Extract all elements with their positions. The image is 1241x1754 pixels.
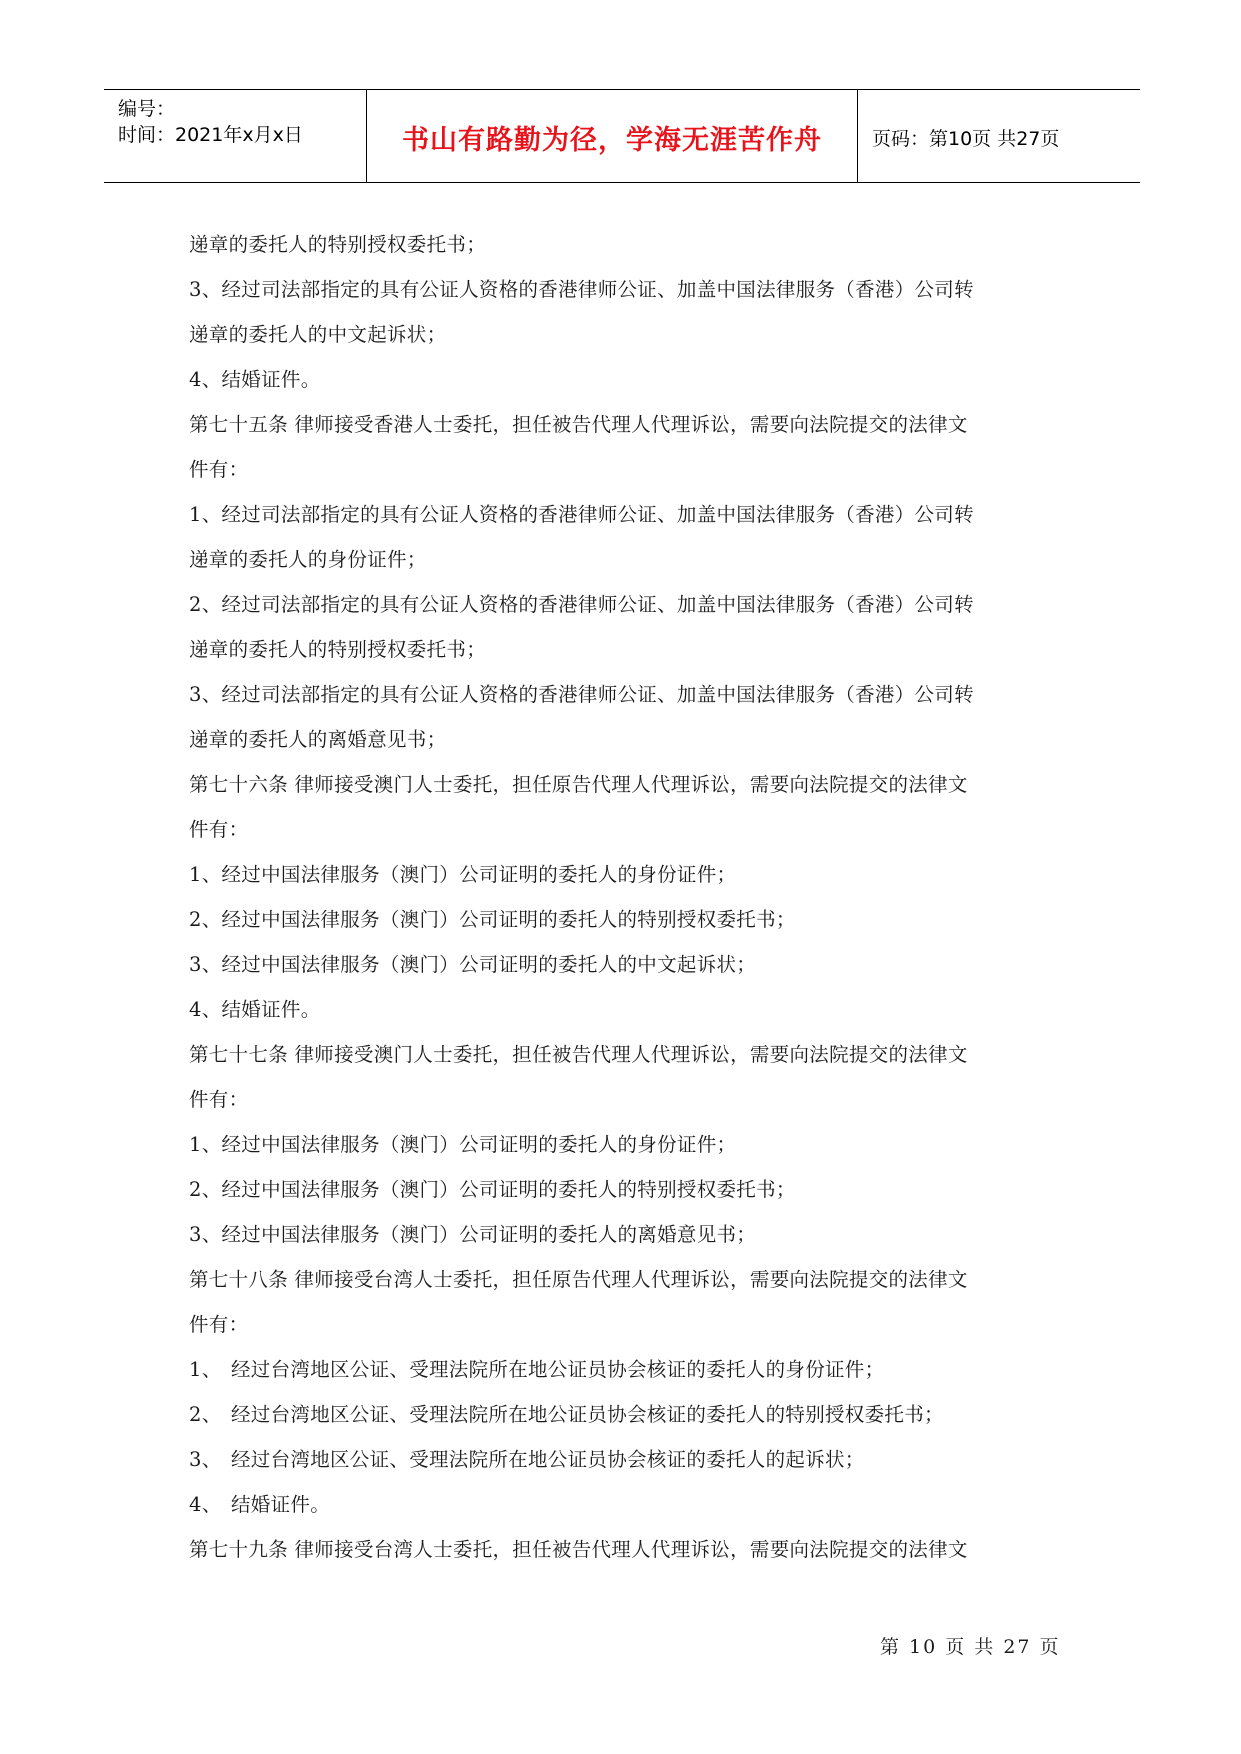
paragraph-text: 经过台湾地区公证、受理法院所在地公证员协会核证的委托人的身份证件； xyxy=(231,1358,885,1381)
list-number: 2、 xyxy=(189,1403,222,1426)
paragraph-text: 1、经过中国法律服务（澳门）公司证明的委托人的身份证件； xyxy=(189,1133,737,1156)
document-number-label: 编号： xyxy=(118,98,176,120)
paragraph-text: 第七十八条 律师接受台湾人士委托，担任原告代理人代理诉讼，需要向法院提交的法律文 xyxy=(189,1268,968,1291)
document-time-label: 时间：2021年x月x日 xyxy=(118,124,303,146)
paragraph-line xyxy=(189,492,1069,537)
paragraph-text: 第七十五条 律师接受香港人士委托，担任被告代理人代理诉讼，需要向法院提交的法律文 xyxy=(189,413,968,436)
paragraph-text: 结婚证件。 xyxy=(231,1493,331,1516)
paragraph-text: 4、结婚证件。 xyxy=(189,368,321,391)
document-body xyxy=(189,222,1069,1572)
paragraph-line xyxy=(189,357,1069,402)
header-left-cell xyxy=(104,90,366,182)
paragraph-line xyxy=(189,1392,1069,1437)
paragraph-line xyxy=(189,897,1069,942)
paragraph-text: 1、经过中国法律服务（澳门）公司证明的委托人的身份证件； xyxy=(189,863,737,886)
paragraph-line xyxy=(189,1527,1069,1572)
paragraph-text: 件有： xyxy=(189,458,249,481)
paragraph-line xyxy=(189,1077,1069,1122)
paragraph-line xyxy=(189,447,1069,492)
paragraph-line xyxy=(189,1347,1069,1392)
paragraph-line xyxy=(189,627,1069,672)
paragraph-line xyxy=(189,1032,1069,1077)
paragraph-text: 2、经过中国法律服务（澳门）公司证明的委托人的特别授权委托书； xyxy=(189,908,796,931)
paragraph-text: 递章的委托人的特别授权委托书； xyxy=(189,638,487,661)
paragraph-text: 第七十九条 律师接受台湾人士委托，担任被告代理人代理诉讼，需要向法院提交的法律文 xyxy=(189,1538,968,1561)
paragraph-text: 件有： xyxy=(189,1313,249,1336)
paragraph-line xyxy=(189,672,1069,717)
page-footer: 第 10 页 共 27 页 xyxy=(880,1636,1061,1658)
paragraph-text: 3、经过司法部指定的具有公证人资格的香港律师公证、加盖中国法律服务（香港）公司转 xyxy=(189,278,974,301)
paragraph-line xyxy=(189,537,1069,582)
header-motto: 书山有路勤为径，学海无涯苦作舟 xyxy=(402,125,822,156)
paragraph-line xyxy=(189,852,1069,897)
page-header xyxy=(104,89,1140,183)
paragraph-line xyxy=(189,762,1069,807)
paragraph-text: 件有： xyxy=(189,818,249,841)
header-right-cell xyxy=(858,90,1140,182)
header-middle-cell xyxy=(366,90,858,182)
paragraph-text: 4、结婚证件。 xyxy=(189,998,321,1021)
paragraph-line xyxy=(189,1257,1069,1302)
paragraph-text: 递章的委托人的身份证件； xyxy=(189,548,427,571)
paragraph-line xyxy=(189,1212,1069,1257)
paragraph-line xyxy=(189,942,1069,987)
paragraph-text: 递章的委托人的特别授权委托书； xyxy=(189,233,487,256)
paragraph-text: 递章的委托人的中文起诉状； xyxy=(189,323,447,346)
paragraph-line xyxy=(189,582,1069,627)
paragraph-line xyxy=(189,1122,1069,1167)
paragraph-line xyxy=(189,807,1069,852)
list-number: 1、 xyxy=(189,1358,222,1381)
paragraph-text: 3、经过中国法律服务（澳门）公司证明的委托人的离婚意见书； xyxy=(189,1223,757,1246)
paragraph-text: 第七十六条 律师接受澳门人士委托，担任原告代理人代理诉讼，需要向法院提交的法律文 xyxy=(189,773,968,796)
paragraph-line xyxy=(189,1482,1069,1527)
paragraph-text: 经过台湾地区公证、受理法院所在地公证员协会核证的委托人的特别授权委托书； xyxy=(231,1403,944,1426)
paragraph-line xyxy=(189,1437,1069,1482)
paragraph-text: 递章的委托人的离婚意见书； xyxy=(189,728,447,751)
paragraph-line xyxy=(189,312,1069,357)
paragraph-line xyxy=(189,987,1069,1032)
paragraph-line xyxy=(189,1302,1069,1347)
paragraph-text: 2、经过中国法律服务（澳门）公司证明的委托人的特别授权委托书； xyxy=(189,1178,796,1201)
paragraph-text: 经过台湾地区公证、受理法院所在地公证员协会核证的委托人的起诉状； xyxy=(231,1448,865,1471)
header-page-info: 页码：第10页 共27页 xyxy=(872,128,1060,150)
paragraph-line xyxy=(189,1167,1069,1212)
paragraph-text: 第七十七条 律师接受澳门人士委托，担任被告代理人代理诉讼，需要向法院提交的法律文 xyxy=(189,1043,968,1066)
paragraph-text: 件有： xyxy=(189,1088,249,1111)
paragraph-line xyxy=(189,717,1069,762)
paragraph-text: 2、经过司法部指定的具有公证人资格的香港律师公证、加盖中国法律服务（香港）公司转 xyxy=(189,593,974,616)
paragraph-line xyxy=(189,267,1069,312)
paragraph-line xyxy=(189,222,1069,267)
paragraph-line xyxy=(189,402,1069,447)
paragraph-text: 1、经过司法部指定的具有公证人资格的香港律师公证、加盖中国法律服务（香港）公司转 xyxy=(189,503,974,526)
paragraph-text: 3、经过中国法律服务（澳门）公司证明的委托人的中文起诉状； xyxy=(189,953,757,976)
paragraph-text: 3、经过司法部指定的具有公证人资格的香港律师公证、加盖中国法律服务（香港）公司转 xyxy=(189,683,974,706)
list-number: 4、 xyxy=(189,1493,222,1516)
list-number: 3、 xyxy=(189,1448,222,1471)
